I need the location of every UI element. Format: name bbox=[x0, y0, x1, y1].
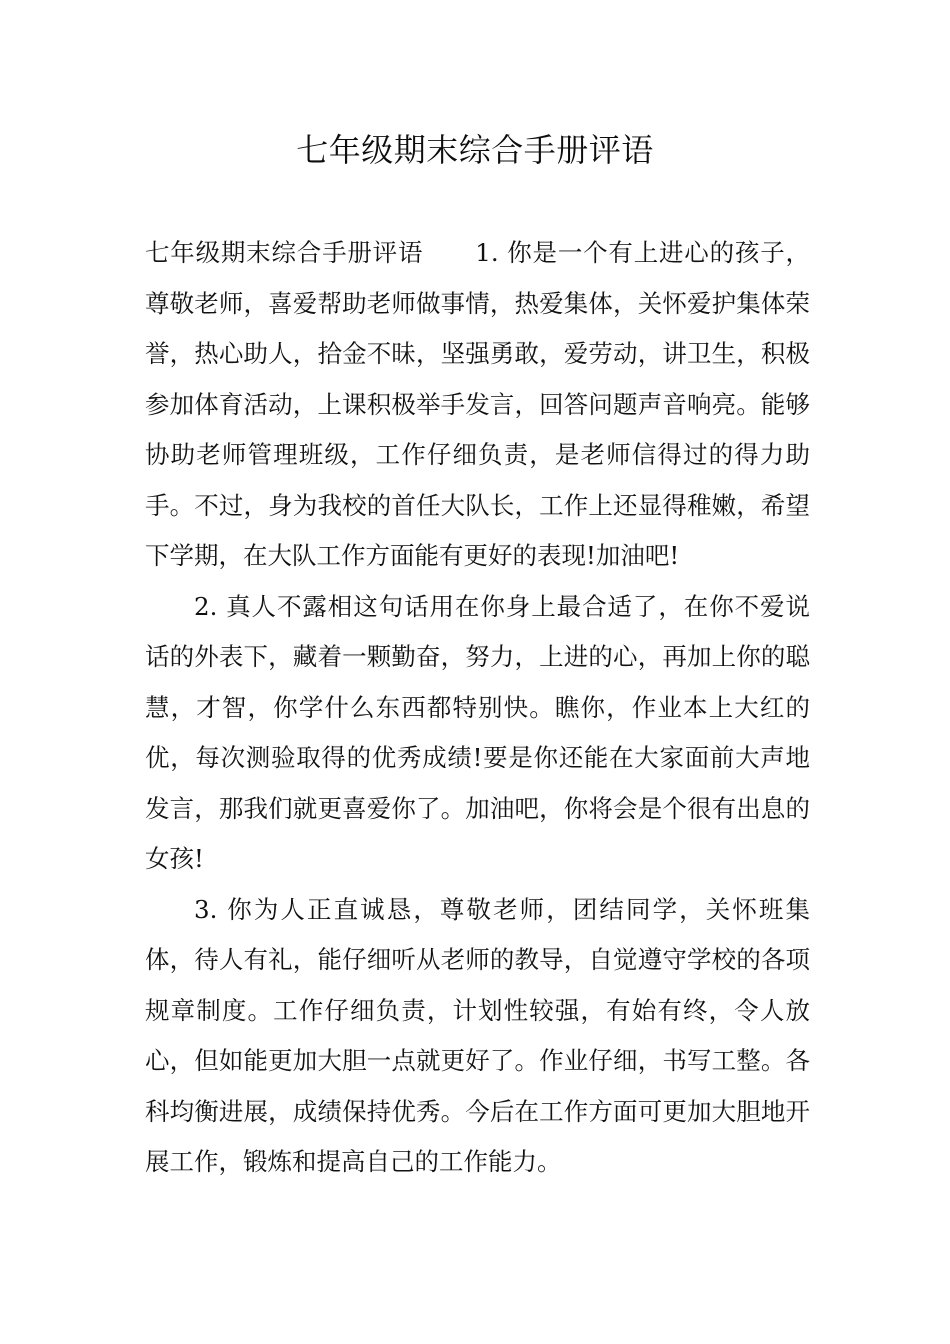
first-paragraph bbox=[145, 228, 810, 582]
paragraph-2: 2. 真人不露相这句话用在你身上最合适了，在你不爱说话的外表下，藏着一颗勤奋，努力，上进的心，再加上你的聪慧，才智，你学什么东西都特别快。瞧你，作业本上大红的优，每次测验取得的优秀成绩!要是你还能在大家面前大声地发言，那我们就更喜爱你了。加油吧，你将会是个很有出息的女孩! bbox=[145, 591, 810, 873]
paragraph-1: 1. 你是一个有上进心的孩子，尊敬老师，喜爱帮助老师做事情，热爱集体，关怀爱护集体荣誉，热心助人，拾金不昧，坚强勇敢，爱劳动，讲卫生，积极参加体育活动，上课积极举手发言，回答问题声音响亮。能够协助老师管理班级，工作仔细负责，是老师信得过的得力助手。不过，身为我校的首任大队长，工作上还显得稚嫩，希望下学期，在大队工作方面能有更好的表现!加油吧! bbox=[145, 238, 810, 570]
document-title: 七年级期末综合手册评语 bbox=[296, 131, 654, 169]
paragraph-3: 3. 你为人正直诚恳，尊敬老师，团结同学，关怀班集体，待人有礼，能仔细听从老师的教导，自觉遵守学校的各项规章制度。工作仔细负责，计划性较强，有始有终，令人放心，但如能更加大胆一点就更好了。作业仔细，书写工整。各科均衡进展，成绩保持优秀。今后在工作方面可更加大胆地开展工作，锻炼和提高自己的工作能力。 bbox=[145, 894, 810, 1176]
lead-heading: 七年级期末综合手册评语 bbox=[145, 238, 424, 267]
document-body bbox=[145, 228, 810, 1188]
